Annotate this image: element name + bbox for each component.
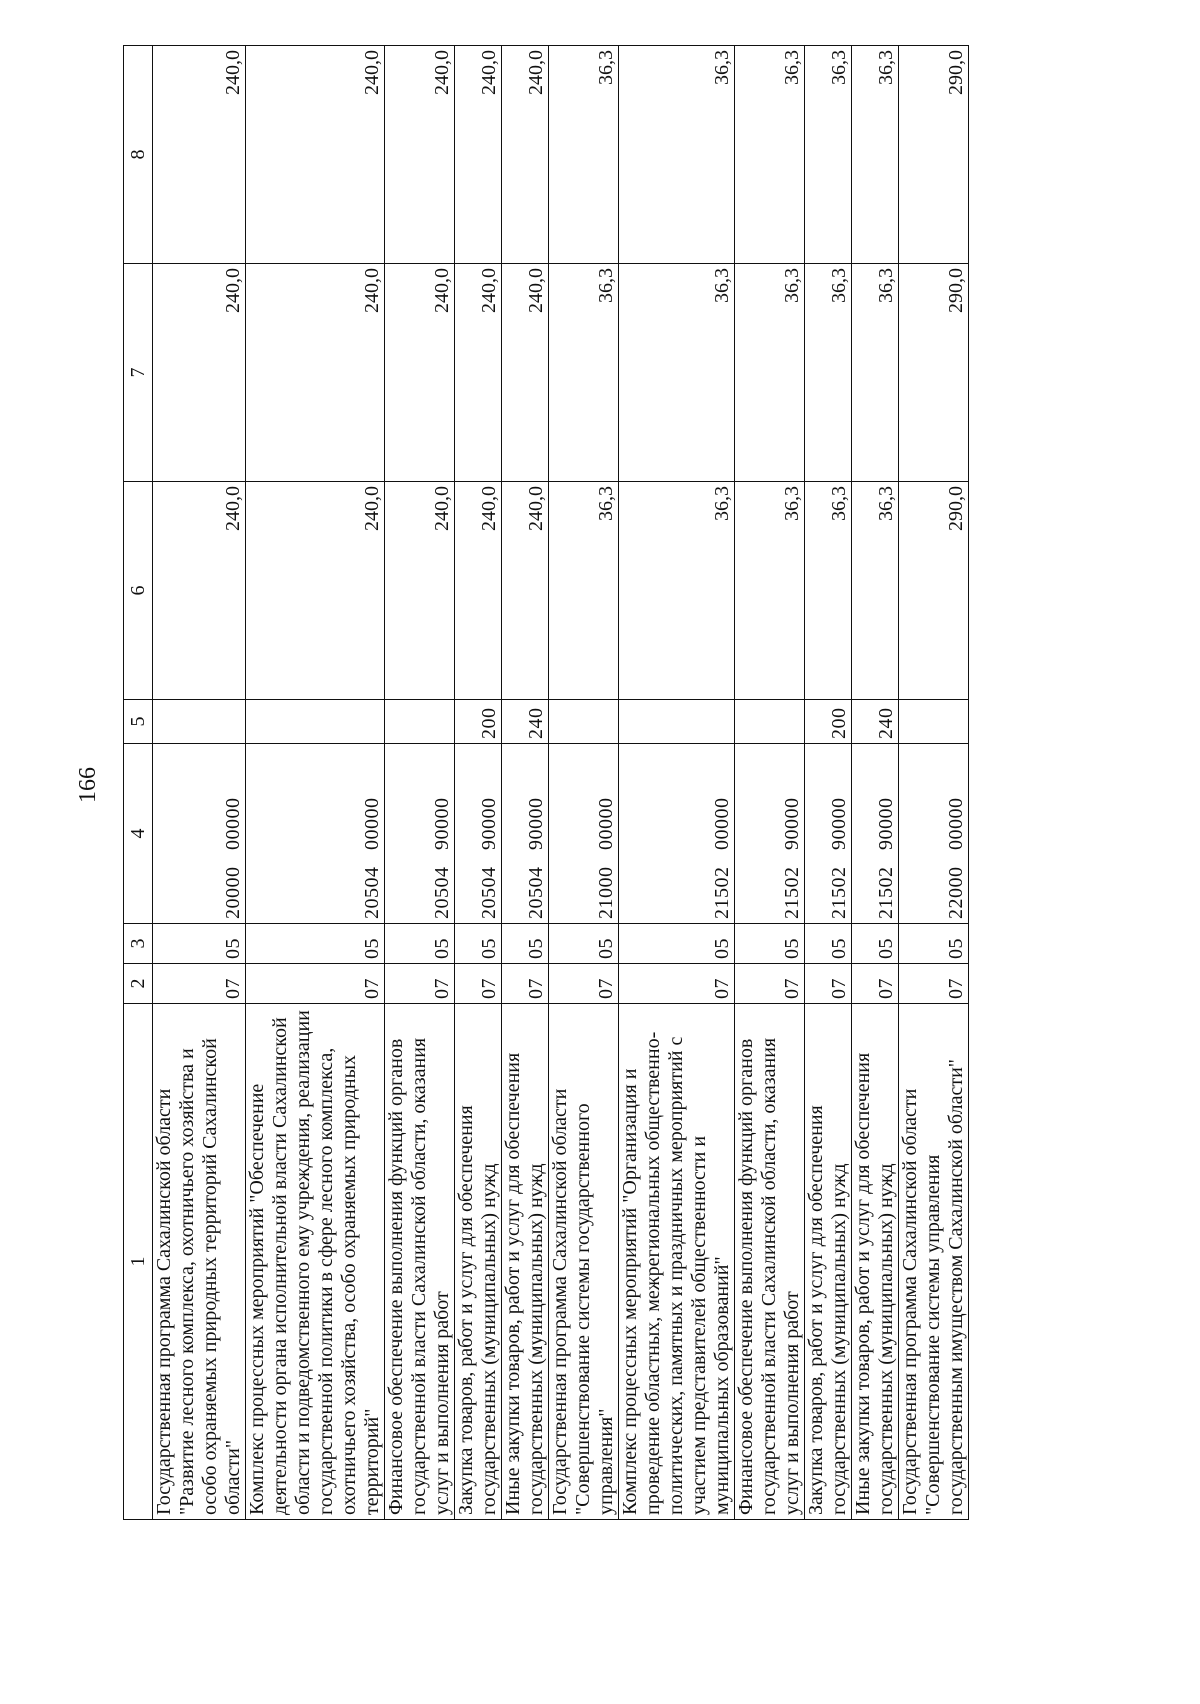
row-target-article: 20504 90000: [455, 744, 502, 924]
row-amount-2: 36,3: [735, 264, 805, 482]
row-section: 07: [852, 964, 899, 1004]
row-name: Государственная программа Сахалинской области "Развитие лесного комплекса, охотничьего хозяйства и особо охраняемых природных территорий Сахалинской области": [153, 1004, 246, 1520]
row-amount-2: 240,0: [246, 264, 385, 482]
row-name: Комплекс процессных мероприятий "Организация и проведение областных, межрегиональных общественно-политических, памятных и праздничных мероприятий с участием представителей общественности и муниципальных образований": [619, 1004, 735, 1520]
row-name: Финансовое обеспечение выполнения функций органов государственной власти Сахалинской области, оказания услуг и выполнения работ: [735, 1004, 805, 1520]
page-number: 166: [75, 767, 101, 803]
row-amount-3: 240,0: [455, 46, 502, 264]
table-row: [852, 46, 899, 1520]
row-subsection: 05: [805, 924, 852, 964]
row-section: 07: [502, 964, 549, 1004]
row-target-article: 20504 00000: [246, 744, 385, 924]
row-expense-type: [549, 700, 619, 744]
row-expense-type: 240: [852, 700, 899, 744]
table-row: [899, 46, 969, 1520]
rotated-table-container: [123, 46, 1027, 1520]
row-amount-1: 240,0: [455, 482, 502, 700]
row-subsection: 05: [455, 924, 502, 964]
row-amount-3: 36,3: [735, 46, 805, 264]
row-expense-type: [899, 700, 969, 744]
row-name: Иные закупки товаров, работ и услуг для обеспечения государственных (муниципальных) нужд: [852, 1004, 899, 1520]
row-amount-1: 36,3: [852, 482, 899, 700]
row-amount-3: 240,0: [502, 46, 549, 264]
row-amount-1: 240,0: [385, 482, 455, 700]
header-col-7: 7: [124, 264, 153, 482]
row-amount-2: 290,0: [899, 264, 969, 482]
header-col-2: 2: [124, 964, 153, 1004]
row-amount-3: 240,0: [385, 46, 455, 264]
table-row: [619, 46, 735, 1520]
row-amount-2: 36,3: [805, 264, 852, 482]
row-amount-2: 240,0: [455, 264, 502, 482]
row-name: Иные закупки товаров, работ и услуг для обеспечения государственных (муниципальных) нужд: [502, 1004, 549, 1520]
row-section: 07: [385, 964, 455, 1004]
row-amount-2: 36,3: [852, 264, 899, 482]
row-section: 07: [619, 964, 735, 1004]
row-section: 07: [805, 964, 852, 1004]
row-subsection: 05: [619, 924, 735, 964]
row-expense-type: [619, 700, 735, 744]
row-target-article: 21502 90000: [735, 744, 805, 924]
header-row: [124, 46, 153, 1520]
row-amount-3: 240,0: [246, 46, 385, 264]
row-amount-2: 240,0: [153, 264, 246, 482]
row-amount-3: 240,0: [153, 46, 246, 264]
row-amount-1: 240,0: [246, 482, 385, 700]
row-section: 07: [735, 964, 805, 1004]
header-col-1: 1: [124, 1004, 153, 1520]
row-name: Финансовое обеспечение выполнения функций органов государственной власти Сахалинской области, оказания услуг и выполнения работ: [385, 1004, 455, 1520]
header-col-4: 4: [124, 744, 153, 924]
row-amount-1: 36,3: [735, 482, 805, 700]
table-row: [455, 46, 502, 1520]
row-section: 07: [153, 964, 246, 1004]
header-col-5: 5: [124, 700, 153, 744]
row-name: Закупка товаров, работ и услуг для обеспечения государственных (муниципальных) нужд: [455, 1004, 502, 1520]
budget-table: [123, 45, 969, 1520]
row-amount-3: 290,0: [899, 46, 969, 264]
row-expense-type: [735, 700, 805, 744]
row-section: 07: [455, 964, 502, 1004]
row-amount-1: 36,3: [549, 482, 619, 700]
row-amount-2: 240,0: [502, 264, 549, 482]
row-section: 07: [899, 964, 969, 1004]
row-subsection: 05: [385, 924, 455, 964]
row-target-article: 21000 00000: [549, 744, 619, 924]
table-row: [735, 46, 805, 1520]
table-row: [153, 46, 246, 1520]
row-expense-type: 200: [805, 700, 852, 744]
header-col-3: 3: [124, 924, 153, 964]
row-expense-type: [385, 700, 455, 744]
table-row: [246, 46, 385, 1520]
row-amount-3: 36,3: [549, 46, 619, 264]
row-subsection: 05: [549, 924, 619, 964]
row-amount-3: 36,3: [852, 46, 899, 264]
table-row: [805, 46, 852, 1520]
row-section: 07: [549, 964, 619, 1004]
header-col-8: 8: [124, 46, 153, 264]
row-amount-2: 36,3: [549, 264, 619, 482]
row-expense-type: 240: [502, 700, 549, 744]
row-amount-1: 240,0: [502, 482, 549, 700]
row-name: Государственная программа Сахалинской области "Совершенствование системы управления государственным имуществом Сахалинской области": [899, 1004, 969, 1520]
row-target-article: 20000 00000: [153, 744, 246, 924]
row-expense-type: [246, 700, 385, 744]
row-name: Государственная программа Сахалинской области "Совершенствование системы государственного управления": [549, 1004, 619, 1520]
row-amount-2: 36,3: [619, 264, 735, 482]
row-target-article: 21502 00000: [619, 744, 735, 924]
row-target-article: 22000 00000: [899, 744, 969, 924]
row-amount-1: 240,0: [153, 482, 246, 700]
row-amount-1: 36,3: [619, 482, 735, 700]
row-subsection: 05: [899, 924, 969, 964]
row-target-article: 20504 90000: [385, 744, 455, 924]
row-subsection: 05: [153, 924, 246, 964]
row-subsection: 05: [502, 924, 549, 964]
row-expense-type: 200: [455, 700, 502, 744]
table-row: [502, 46, 549, 1520]
row-amount-3: 36,3: [619, 46, 735, 264]
budget-sheet: [123, 46, 1200, 1515]
row-amount-3: 36,3: [805, 46, 852, 264]
header-col-6: 6: [124, 482, 153, 700]
row-subsection: 05: [735, 924, 805, 964]
row-expense-type: [153, 700, 246, 744]
row-name: Комплекс процессных мероприятий "Обеспечение деятельности органа исполнительной власти Сахалинской области и подведомственного ему учреждения, реализации государственной политики в сфере лесного комплекса, охотничьего хозяйства, особо охраняемых природных территорий": [246, 1004, 385, 1520]
row-amount-1: 36,3: [805, 482, 852, 700]
table-row: [549, 46, 619, 1520]
row-target-article: 21502 90000: [852, 744, 899, 924]
row-subsection: 05: [852, 924, 899, 964]
table-row: [385, 46, 455, 1520]
row-target-article: 20504 90000: [502, 744, 549, 924]
row-amount-2: 240,0: [385, 264, 455, 482]
row-amount-1: 290,0: [899, 482, 969, 700]
row-target-article: 21502 90000: [805, 744, 852, 924]
row-name: Закупка товаров, работ и услуг для обеспечения государственных (муниципальных) нужд: [805, 1004, 852, 1520]
row-subsection: 05: [246, 924, 385, 964]
row-section: 07: [246, 964, 385, 1004]
